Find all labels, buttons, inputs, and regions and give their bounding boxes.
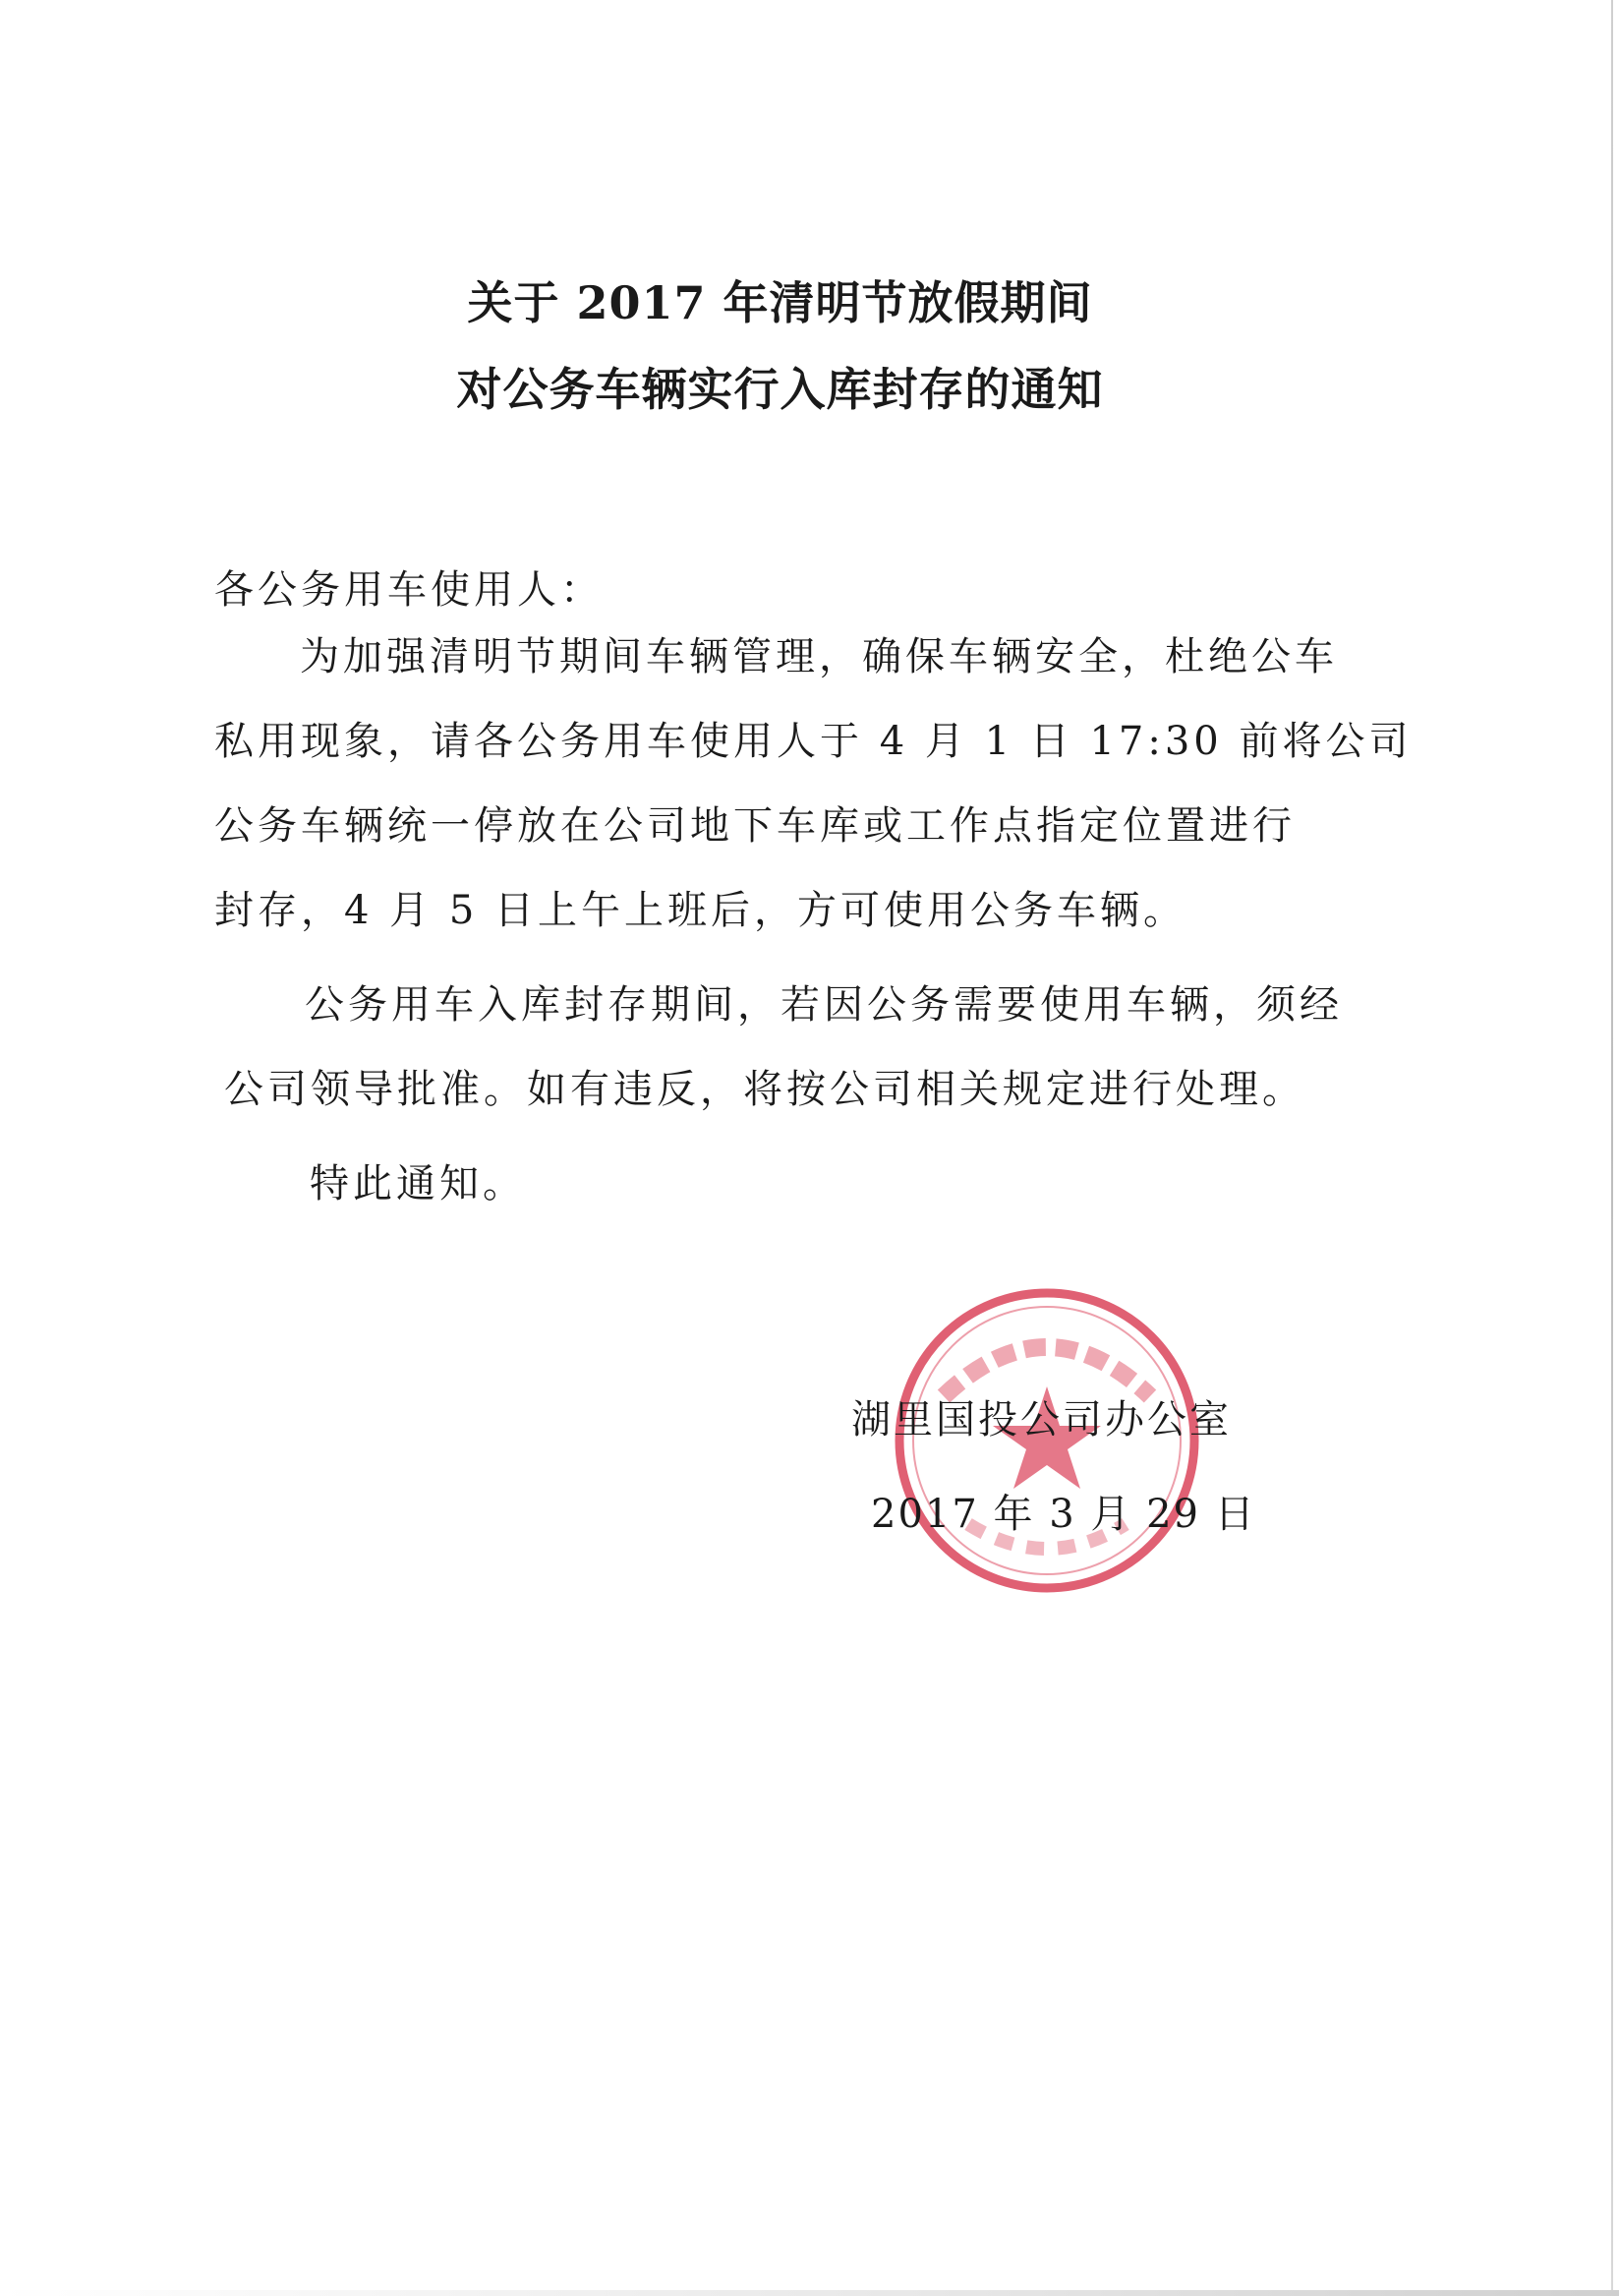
body-line-2: 私用现象，请各公务用车使用人于 4 月 1 日 17:30 前将公司	[214, 719, 1413, 764]
scan-edge-right	[1611, 0, 1613, 2296]
scan-edge-bottom	[0, 2290, 1619, 2296]
body-line-5: 公务用车入库封存期间，若因公务需要使用车辆，须经	[305, 982, 1343, 1028]
body-line-1: 为加强清明节期间车辆管理，确保车辆安全，杜绝公车	[300, 634, 1338, 679]
salutation: 各公务用车使用人：	[214, 567, 604, 613]
body-line-3: 公务车辆统一停放在公司地下车库或工作点指定位置进行	[214, 803, 1296, 849]
closing-line: 特此通知。	[310, 1161, 526, 1207]
signature-date: 2017 年 3 月 29 日	[871, 1492, 1256, 1537]
document-title-line-2: 对公务车辆实行入库封存的通知	[456, 363, 1104, 416]
signature-organization: 湖里国投公司办公室	[851, 1397, 1232, 1442]
body-line-4: 封存，4 月 5 日上午上班后，方可使用公务车辆。	[214, 888, 1187, 933]
document-title-line-1: 关于 2017 年清明节放假期间	[467, 276, 1093, 329]
body-line-6: 公司领导批准。如有违反，将按公司相关规定进行处理。	[224, 1067, 1305, 1112]
